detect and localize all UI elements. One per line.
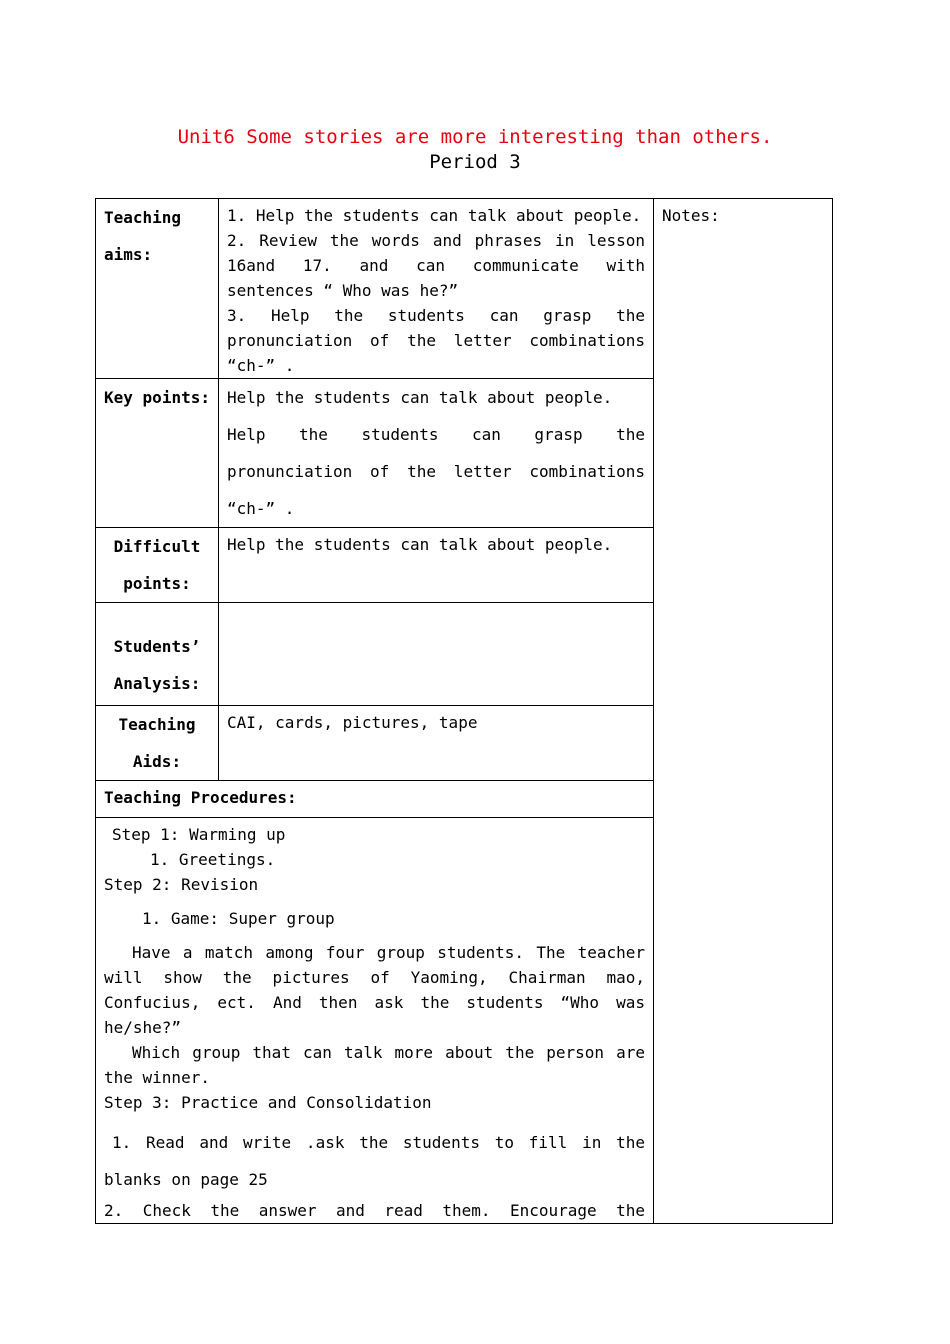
procedure-paragraph-1: Have a match among four group students. The teacher will show the pictures of Yaoming, Chairman mao, Confucius, ect. And then ask the students “Who was he/she?”	[104, 943, 645, 1037]
key-points-label: Key points:	[96, 379, 219, 528]
teaching-aims-content	[219, 199, 654, 379]
difficult-points-content: Help the students can talk about people.	[219, 528, 654, 603]
document-title: Unit6 Some stories are more interesting than others.	[177, 126, 773, 148]
step-2-item: 1. Game: Super group	[142, 909, 335, 928]
document-subtitle: Period 3	[429, 151, 521, 173]
aims-line-2: 2. Review the words and phrases in lesson 16and 17. and can communicate with sentences “ Who was he?”	[227, 231, 645, 300]
aims-line-1: 1. Help the students can talk about people.	[227, 206, 642, 225]
step-3-item-2: 2. Check the answer and read them. Encourage the	[104, 1201, 645, 1220]
teaching-aids-content: CAI, cards, pictures, tape	[219, 706, 654, 781]
step-3-item-1: 1. Read and write .ask the students to fill in the blanks on page 25	[104, 1133, 645, 1189]
key-points-content	[219, 379, 654, 528]
teaching-aids-label: Teaching Aids:	[96, 706, 219, 781]
step-1-heading: Step 1: Warming up	[112, 825, 286, 844]
students-analysis-label: Students’ Analysis:	[96, 603, 219, 706]
teaching-procedures-content	[96, 818, 654, 1224]
step-3-heading: Step 3: Practice and Consolidation	[104, 1093, 432, 1112]
teaching-aims-label: Teaching aims:	[96, 199, 219, 379]
procedure-paragraph-2: Which group that can talk more about the person are the winner.	[104, 1043, 645, 1087]
aims-line-3: 3. Help the students can grasp the pronunciation of the letter combinations “ch-” .	[227, 306, 645, 375]
key-line-2: Help the students can grasp the pronunciation of the letter combinations “ch-” .	[227, 425, 645, 518]
students-analysis-content	[219, 603, 654, 706]
step-1-item: 1. Greetings.	[150, 850, 276, 869]
difficult-points-label: Difficult points:	[96, 528, 219, 603]
lesson-plan-table	[95, 198, 833, 1224]
notes-column: Notes:	[654, 199, 833, 1224]
key-line-1: Help the students can talk about people.	[227, 388, 613, 407]
teaching-procedures-header: Teaching Procedures:	[96, 781, 654, 818]
step-2-heading: Step 2: Revision	[104, 875, 259, 894]
